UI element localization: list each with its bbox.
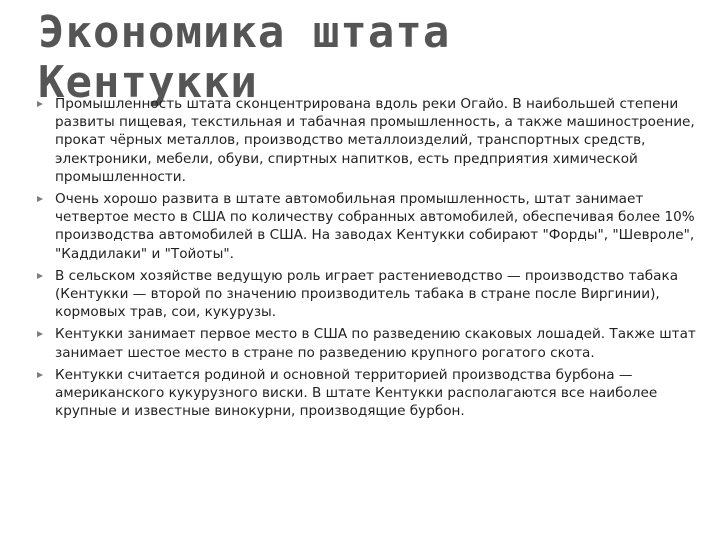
bullet-item bbox=[36, 267, 696, 322]
bullet-item bbox=[36, 366, 696, 421]
triangle-bullet-icon bbox=[37, 273, 43, 279]
bullet-text: Кентукки считается родиной и основной территорией производства бурбона — американского кукурузного виски. В штате Кентукки располагаются все наиболее крупные и известные винокурни, производящие бурбон. bbox=[55, 366, 658, 420]
bullet-item bbox=[36, 95, 696, 186]
triangle-bullet-icon bbox=[37, 331, 43, 337]
bullet-item bbox=[36, 190, 696, 263]
bullet-item bbox=[36, 325, 696, 361]
bullet-text: Кентукки занимает первое место в США по разведению скаковых лошадей. Также штат занимает шестое место в стране по разведению крупного рогатого скота. bbox=[55, 326, 696, 361]
triangle-bullet-icon bbox=[37, 196, 43, 202]
triangle-bullet-icon bbox=[37, 372, 43, 378]
bullet-text: Промышленность штата сконцентрирована вдоль реки Огайо. В наибольшей степени развиты пищевая, текстильная и табачная промышленность, а также машиностроение, прокат чёрных металлов, производство металлоизделий, транспортных средств, электроники, мебели, обуви, спиртных напитков, есть предприятия химической промышленности. bbox=[55, 96, 695, 185]
slide-title: Экономика штата Кентукки bbox=[38, 7, 451, 108]
bullet-list bbox=[36, 95, 696, 424]
triangle-bullet-icon bbox=[37, 101, 43, 107]
bullet-text: В сельском хозяйстве ведущую роль играет растениеводство — производство табака (Кентукки — второй по значению производитель табака в стране после Виргинии), кормовых трав, сои, кукурузы. bbox=[55, 267, 679, 321]
bullet-text: Очень хорошо развита в штате автомобильная промышленность, штат занимает четвертое место в США по количеству собранных автомобилей, обеспечивая более 10% производства автомобилей в США. На заводах Кентукки собирают "Форды", "Шевроле", "Каддилаки" и "Тойоты". bbox=[55, 191, 695, 262]
